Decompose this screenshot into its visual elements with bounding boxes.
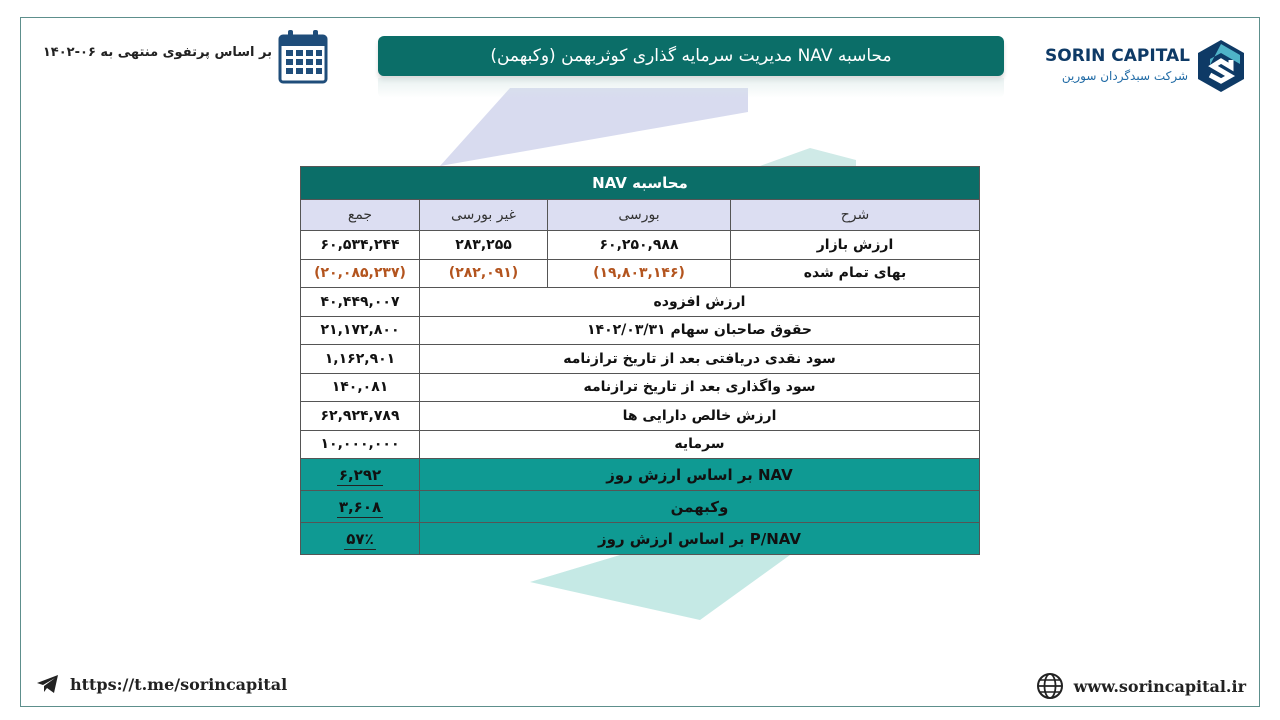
- row-value: ۱۴۰,۰۸۱: [301, 373, 420, 402]
- market-value-total: ۶۰,۵۳۴,۲۴۴: [301, 231, 420, 260]
- page-title-text: محاسبه NAV مدیریت سرمایه گذاری کوثربهمن (وکبهمن): [490, 46, 892, 66]
- table-row: [301, 345, 980, 374]
- row-value: ۴۰,۴۴۹,۰۰۷: [301, 288, 420, 317]
- row-label: سرمایه: [420, 430, 980, 459]
- table-row: [301, 430, 980, 459]
- row-value: ۶۲,۹۲۴,۷۸۹: [301, 402, 420, 431]
- table-row: [301, 316, 980, 345]
- table-row: [301, 373, 980, 402]
- telegram-link-text[interactable]: https://t.me/sorincapital: [70, 674, 288, 694]
- cost-total: (۲۰,۰۸۵,۲۳۷): [301, 259, 420, 288]
- total-label: NAV بر اساس ارزش روز: [420, 459, 980, 491]
- cost-bourse: (۱۹,۸۰۳,۱۴۶): [548, 259, 731, 288]
- table-row: [301, 402, 980, 431]
- total-value: ۶,۲۹۲: [338, 465, 382, 484]
- calendar-icon: [278, 28, 328, 84]
- header-description: شرح: [731, 200, 980, 231]
- total-label: P/NAV بر اساس ارزش روز: [420, 523, 980, 555]
- total-label: وکبهمن: [420, 491, 980, 523]
- row-label: حقوق صاحبان سهام ۱۴۰۲/۰۳/۳۱: [420, 316, 980, 345]
- total-row-p-nav: [301, 523, 980, 555]
- table-row: [301, 288, 980, 317]
- total-value: ۳,۶۰۸: [338, 497, 382, 516]
- market-value-label: ارزش بازار: [731, 231, 980, 260]
- logo-name: SORIN CAPITAL: [1045, 46, 1190, 66]
- row-value: ۲۱,۱۷۲,۸۰۰: [301, 316, 420, 345]
- nav-table: [300, 166, 980, 555]
- page-title: [378, 36, 1004, 76]
- total-row-nav: [301, 459, 980, 491]
- header-bourse: بورسی: [548, 200, 731, 231]
- total-row-price: [301, 491, 980, 523]
- table-title: محاسبه NAV: [301, 167, 980, 200]
- portfolio-date: بر اساس پرتفوی منتهی به ۰۶-۱۴۰۲: [42, 45, 272, 60]
- globe-icon: [1036, 672, 1064, 700]
- telegram-icon: [36, 674, 60, 694]
- row-label: سود نقدی دریافتی بعد از تاریخ ترازنامه: [420, 345, 980, 374]
- logo-subtitle: شرکت سبدگردان سورین: [1061, 69, 1188, 83]
- header-non-bourse: غیر بورسی: [420, 200, 548, 231]
- market-value-non-bourse: ۲۸۳,۲۵۵: [420, 231, 548, 260]
- website-link-text[interactable]: www.sorincapital.ir: [1073, 676, 1246, 696]
- header-total: جمع: [301, 200, 420, 231]
- row-label: ارزش خالص دارایی ها: [420, 402, 980, 431]
- website-link[interactable]: [1036, 672, 1246, 700]
- row-label: سود واگذاری بعد از تاریخ ترازنامه: [420, 373, 980, 402]
- title-reflection: [378, 78, 1004, 98]
- cost-label: بهای تمام شده: [731, 259, 980, 288]
- cost-non-bourse: (۲۸۲,۰۹۱): [420, 259, 548, 288]
- company-logo: [1045, 40, 1250, 94]
- row-label: ارزش افزوده: [420, 288, 980, 317]
- table-header-row: [301, 200, 980, 231]
- logo-mark-icon: [1198, 40, 1244, 92]
- telegram-link[interactable]: [36, 674, 287, 694]
- row-value: ۱,۱۶۲,۹۰۱: [301, 345, 420, 374]
- table-row-market-value: [301, 231, 980, 260]
- total-value: ۵۷٪: [346, 529, 374, 548]
- row-value: ۱۰,۰۰۰,۰۰۰: [301, 430, 420, 459]
- table-row-cost: [301, 259, 980, 288]
- market-value-bourse: ۶۰,۲۵۰,۹۸۸: [548, 231, 731, 260]
